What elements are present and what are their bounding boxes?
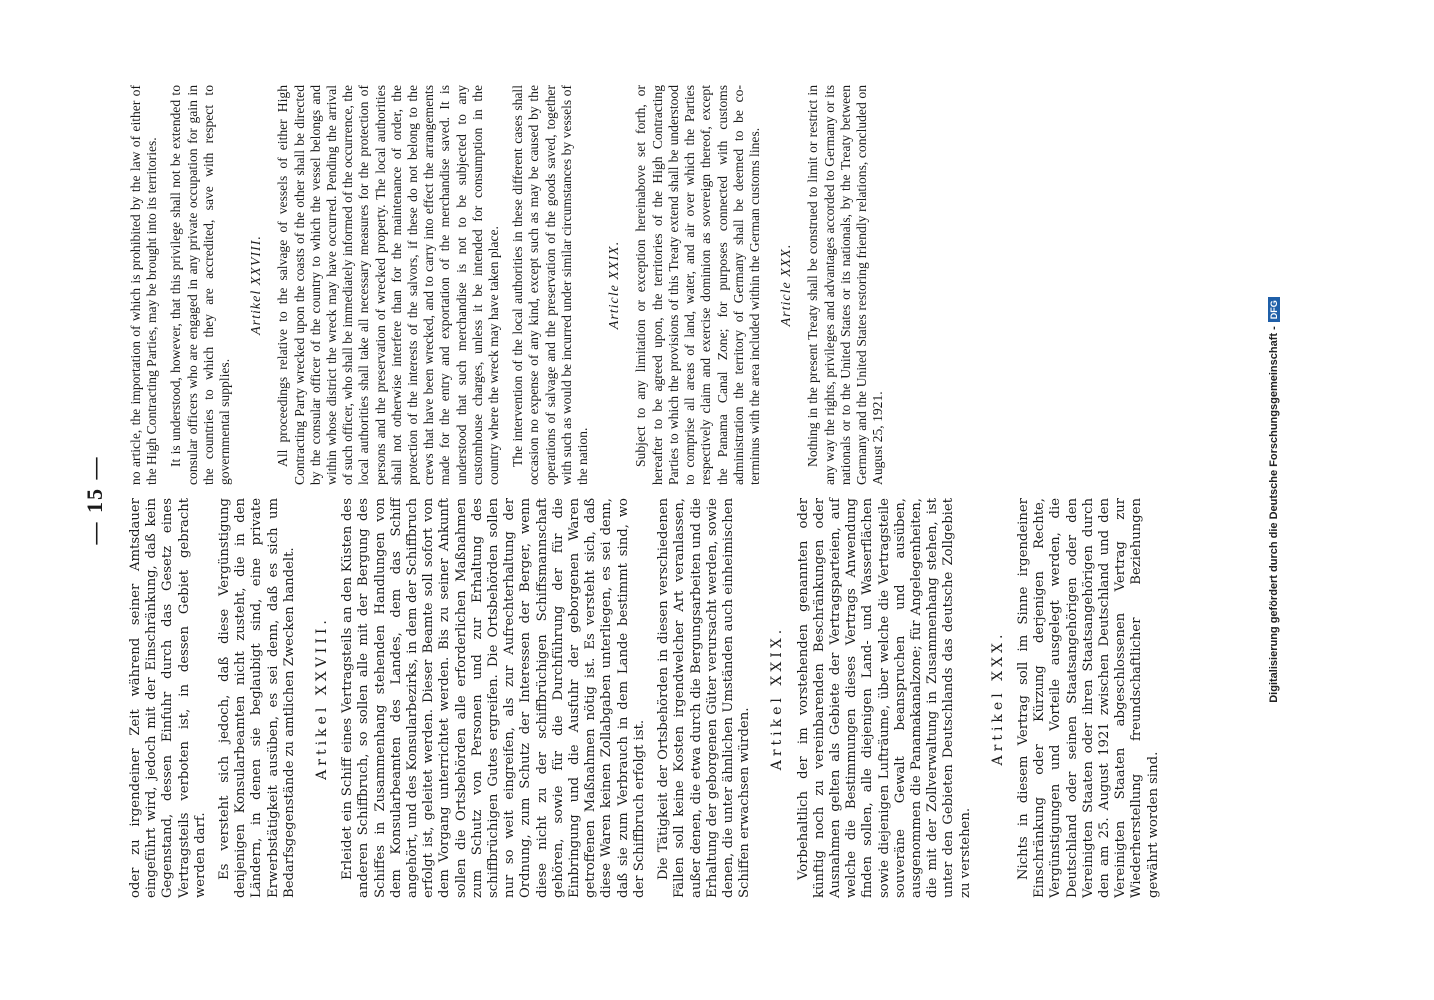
digitization-credit bbox=[1268, 0, 1280, 1000]
de-article-28-paragraph-1: Erleidet ein Schiff eines Vertragsteils an den Küsten des anderen Schiffbruch, so sollen alle mit der Bergung des Schiffes in Zusammenhang stehenden Handlungen von dem Konsularbeamten des Landes, dem das Schiff angehört, und des Konsularbezirks, in dem der Schiffbruch erfolgt ist, geleitet werden. Dieser Beamte soll sofort von dem Vorgang unterrichtet werden. Bis zu seiner Ankunft sollen die Ortsbehörden alle erforderlichen Maßnahmen zum Schutz von Personen und zur Erhaltung des schiffbrüchigen Gutes ergreifen. Die Ortsbehörden sollen nur so weit eingreifen, als zur Aufrechterhaltung der Ordnung, zum Schutz der Interessen der Berger, wenn diese nicht zu der schiffbrüchigen Schiffsmannschaft gehören, sowie für die Durchführung der für die Einbringung und die Ausfuhr der geborgenen Waren getroffenen Maßnahmen nötig ist. Es versteht sich, daß diese Waren keinen Zollabgaben unterliegen, es sei denn, daß sie zum Verbrauch in dem Lande bestimmt sind, wo der Schiffbruch erfolgt ist. bbox=[340, 498, 647, 898]
credit-text: Digitalisierung gefördert durch die Deutsche Forschungsgemeinschaft - bbox=[1268, 326, 1280, 703]
de-article-30-heading: Artikel XXX. bbox=[989, 630, 1006, 766]
english-column bbox=[128, 85, 894, 485]
dfg-logo-badge: DFG bbox=[1268, 297, 1280, 322]
en-article-29-heading: Article XXIX. bbox=[607, 240, 623, 330]
de-article-30-paragraph-1: Nichts in diesem Vertrag soll im Sinne irgendeiner Einschränkung oder Kürzung derjenigen Rechte, Vergünstigungen und Vorteile ausgelegt werden, die Deutschland oder seinen Staatsangehörigen oder den Vereinigten Staaten oder ihren Staatsangehörigen durch den am 25. August 1921 zwischen Deutschland und den Vereinigten Staaten abgeschlossenen Vertrag zur Wiederherstellung freundschaftlicher Beziehungen gewährt worden sind. bbox=[1015, 498, 1161, 898]
de-article-28-heading: Artikel XXVIII. bbox=[314, 616, 331, 780]
de-intro-paragraph-1: oder zu irgendeiner Zeit während seiner Amtsdauer eingeführt wird, jedoch mit der Einschränkung, daß kein Gegenstand, dessen Einfuhr durch das Gesetz eines Vertragsteils verboten ist, in dessen Gebiet gebracht werden darf. bbox=[128, 498, 208, 898]
en-article-28-heading: Artikel XXVIII. bbox=[249, 235, 265, 335]
en-article-28-paragraph-1: All proceedings relative to the salvage of vessels of either High Contracting Party wrecked upon the coasts of the other shall be directed by the consular officer of the country to which the vessel belongs and within whose district the wreck may have occurred. Pending the arrival of such officer, who shall be immediately informed of the occurrence, the local authorities shall take all necessary measures for the protection of persons and the preservation of wrecked property. The local authorities shall not otherwise interfere than for the maintenance of order, the protection of the interests of the salvors, if these do not belong to the crews that have been wrecked, and to carry into effect the arrangements made for the entry and exportation of the merchandise saved. It is understood that such merchandise is not to be subjected to any customhouse charges, unless it be intended for consumption in the country where the wreck may have taken place. bbox=[275, 85, 502, 485]
de-article-28-paragraph-2: Die Tätigkeit der Ortsbehörden in diesen verschiedenen Fällen soll keine Kosten irgendwelcher Art veranlassen, außer denen, die etwa durch die Bergungsarbeiten und die Erhaltung der geborgenen Güter verursacht werden, sowie denen, die unter ähnlichen Umständen auch einheimischen Schiffen erwachsen würden. bbox=[656, 498, 753, 898]
en-article-30-paragraph-1: Nothing in the present Treaty shall be construed to limit or restrict in any way the rights, privileges and advantages accorded to Germany or its nationals or to the United States or its nationals, by the Treaty between Germany and the United States restoring friendly relations, concluded on August 25, 1921. bbox=[805, 85, 886, 485]
en-intro-paragraph-2: It is understood, however, that this privilege shall not be extended to consular officers who are engaged in any private occupation for gain in the countries to which they are accredited, save with respect to governmental supplies. bbox=[168, 85, 233, 485]
en-article-28-paragraph-2: The intervention of the local authorities in these different cases shall occasion no expense of any kind, except such as may be caused by the operations of salvage and the preservation of the goods saved, together with such as would be incurred under similar circumstances by vessels of the nation. bbox=[510, 85, 591, 485]
page-number: — 15 — bbox=[82, 455, 107, 545]
german-column bbox=[128, 498, 1170, 898]
de-article-29-paragraph-1: Vorbehaltlich der im vorstehenden genannten oder künftig noch zu vereinbarenden Beschränkungen oder Ausnahmen gelten als Gebiete der Vertragsparteien, auf welche die Bestimmungen dieses Vertrags Anwendung finden sollen, alle diejenigen Land- und Wasserflächen sowie diejenigen Lufträume, über welche die Vertragsteile souveräne Gewalt beanspruchen und ausüben, ausgenommen die Panamakanalzone; für Angelegenheiten, die mit der Zollverwaltung in Zusammenhang stehen, ist unter den Gebieten Deutschlands das deutsche Zollgebiet zu verstehen. bbox=[795, 498, 973, 898]
de-intro-paragraph-2: Es versteht sich jedoch, daß diese Vergünstigung denjenigen Konsularbeamten nicht zusteht, die in den Ländern, in denen sie beglaubigt sind, eine private Erwerbstätigkeit ausüben, es sei denn, daß es sich um Bedarfsgegenstände zu amtlichen Zwecken handelt. bbox=[217, 498, 297, 898]
en-article-30-heading: Article XXX. bbox=[779, 243, 795, 327]
en-intro-paragraph-1: no article, the importation of which is prohibited by the law of either of the High Contracting Parties, may be brought into its territories. bbox=[128, 85, 160, 485]
de-article-29-heading: Artikel XXIX. bbox=[769, 625, 786, 771]
en-article-29-paragraph-1: Subject to any limitation or exception hereinabove set forth, or hereafter to be agreed upon, the territories of the High Contracting Parties to which the provisions of this Treaty extend shall be understood to comprise all areas of land, water, and air over which the Parties respectively claim and exercise dominion as sovereign thereof, except the Panama Canal Zone; for purposes connected with customs administration the territory of Germany shall be deemed to be co-terminus with the area included within the German customs lines. bbox=[633, 85, 762, 485]
